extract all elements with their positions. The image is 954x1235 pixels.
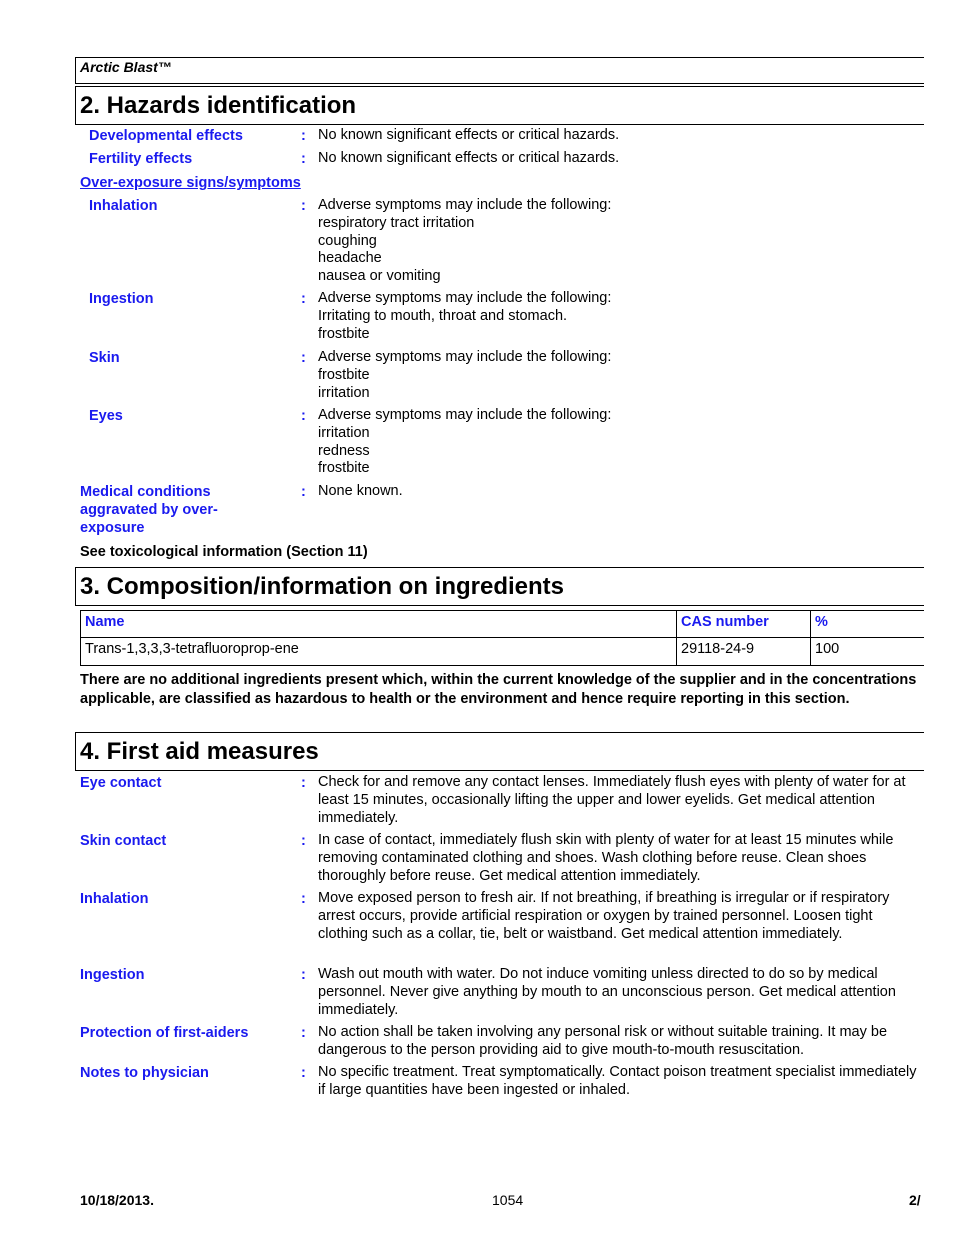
section-2-title: 2. Hazards identification — [80, 92, 357, 119]
colon: : — [301, 833, 306, 849]
colon: : — [301, 350, 306, 366]
colon: : — [301, 775, 306, 791]
ingestion-label: Ingestion — [80, 967, 145, 983]
col-name-header: Name — [81, 611, 677, 638]
symptom-eyes-label: Eyes — [89, 408, 123, 424]
developmental-effects-label: Developmental effects — [89, 128, 243, 144]
colon: : — [301, 1025, 306, 1041]
col-percent-header: % — [811, 611, 925, 638]
table-row — [81, 638, 925, 666]
symptom-skin-label: Skin — [89, 350, 120, 366]
colon: : — [301, 291, 306, 307]
fertility-effects-label: Fertility effects — [89, 151, 193, 167]
notes-to-physician-label: Notes to physician — [80, 1065, 209, 1081]
colon: : — [301, 151, 306, 167]
symptom-eyes-value: Adverse symptoms may include the following: irritation redness frostbite — [318, 407, 612, 477]
symptom-inhalation-label: Inhalation — [89, 198, 158, 214]
ingredients-table — [80, 610, 924, 666]
inhalation-value: Move exposed person to fresh air. If not breathing, if breathing is irregular or if respiratory arrest occurs, provide artificial respiration or oxygen by trained personnel. Loosen tight clothing such as a collar, tie, belt or waistband. Get medical attention immediately. — [318, 890, 890, 942]
colon: : — [301, 198, 306, 214]
medical-conditions-label: Medical conditions aggravated by over- exposure — [80, 484, 218, 536]
fertility-effects-value: No known significant effects or critical hazards. — [318, 150, 620, 166]
product-name: Arctic Blast™ — [80, 59, 172, 75]
section-3-header — [75, 567, 924, 606]
section-2-header — [75, 86, 924, 125]
protection-first-aiders-label: Protection of first-aiders — [80, 1025, 249, 1041]
see-toxicological-note: See toxicological information (Section 11) — [80, 544, 368, 560]
colon: : — [301, 484, 306, 500]
medical-conditions-value: None known. — [318, 483, 403, 499]
header-box — [75, 57, 924, 84]
col-cas-header: CAS number — [677, 611, 811, 638]
notes-to-physician-value: No specific treatment. Treat symptomatically. Contact poison treatment specialist immediately if large quantities have been ingested or inhaled. — [318, 1064, 917, 1098]
inhalation-label: Inhalation — [80, 891, 149, 907]
ingredient-name: Trans-1,3,3,3-tetrafluoroprop-ene — [81, 638, 677, 666]
overexposure-link[interactable]: Over-exposure signs/symptoms — [80, 175, 301, 191]
footer-page: 2/ — [909, 1192, 921, 1208]
eye-contact-label: Eye contact — [80, 775, 162, 791]
colon: : — [301, 967, 306, 983]
composition-note: There are no additional ingredients present which, within the current knowledge of the supplier and in the concentrations applicable, are classified as hazardous to health or the environment and hence require reporting in this section. — [80, 672, 917, 707]
footer-code: 1054 — [492, 1192, 524, 1208]
symptom-skin-value: Adverse symptoms may include the following: frostbite irritation — [318, 349, 612, 401]
section-4-header — [75, 732, 924, 771]
protection-first-aiders-value: No action shall be taken involving any personal risk or without suitable training. It may be dangerous to the person providing aid to give mouth-to-mouth resuscitation. — [318, 1024, 888, 1058]
colon: : — [301, 128, 306, 144]
colon: : — [301, 408, 306, 424]
eye-contact-value: Check for and remove any contact lenses. Immediately flush eyes with plenty of water for at least 15 minutes, occasionally lifting the upper and lower eyelids. Get medical attention immediately. — [318, 774, 906, 826]
symptom-ingestion-label: Ingestion — [89, 291, 154, 307]
footer-date: 10/18/2013. — [80, 1192, 154, 1208]
section-3-title: 3. Composition/information on ingredients — [80, 573, 564, 600]
ingestion-value: Wash out mouth with water. Do not induce vomiting unless directed to do so by medical personnel. Never give anything by mouth to an unconscious person. Get medical attention immediately. — [318, 966, 896, 1018]
developmental-effects-value: No known significant effects or critical hazards. — [318, 127, 620, 143]
skin-contact-value: In case of contact, immediately flush skin with plenty of water for at least 15 minutes while removing contaminated clothing and shoes. Wash clothing before reuse. Clean shoes thoroughly before reuse. Get medical attention immediately. — [318, 832, 894, 884]
ingredient-cas: 29118-24-9 — [677, 638, 811, 666]
symptom-ingestion-value: Adverse symptoms may include the following: Irritating to mouth, throat and stomach. frostbite — [318, 290, 612, 342]
section-4-title: 4. First aid measures — [80, 738, 319, 765]
ingredient-percent: 100 — [811, 638, 925, 666]
colon: : — [301, 891, 306, 907]
colon: : — [301, 1065, 306, 1081]
skin-contact-label: Skin contact — [80, 833, 167, 849]
symptom-inhalation-value: Adverse symptoms may include the following: respiratory tract irritation coughing headache nausea or vomiting — [318, 197, 612, 285]
